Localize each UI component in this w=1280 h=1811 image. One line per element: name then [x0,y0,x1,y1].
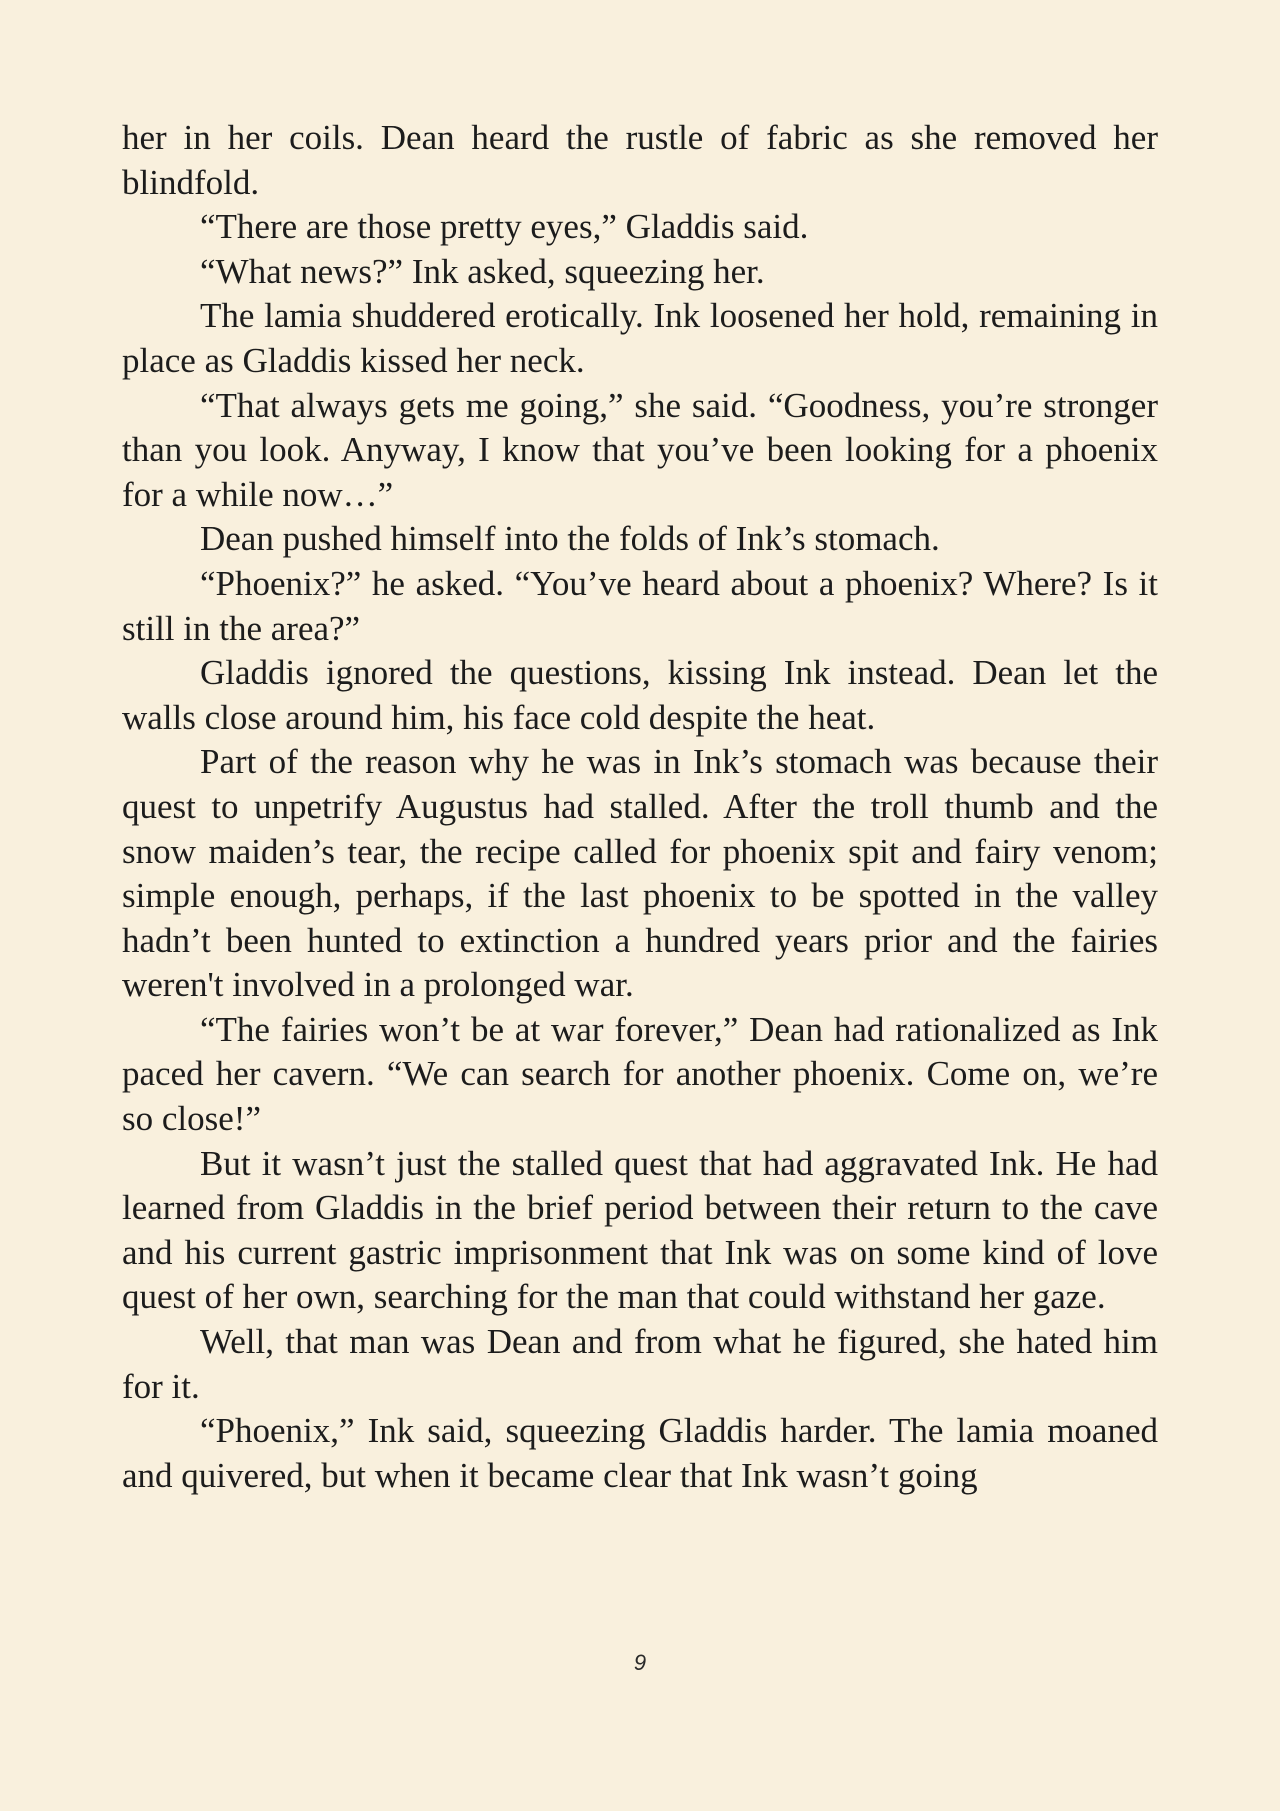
paragraph-6: Dean pushed himself into the folds of Ink’s stomach. [200,519,940,559]
paragraph-3: “What news?” Ink asked, squeezing her. [200,251,765,291]
paragraph-2: “There are those pretty eyes,” Gladdis said. [200,207,809,247]
page-body [122,116,1158,1498]
paragraph-8: Gladdis ignored the questions, kissing Ink instead. Dean let the walls close around him, his face cold despite the heat. [122,653,1158,737]
page-number: 9 [633,1650,647,1675]
paragraph-5: “That always gets me going,” she said. “Goodness, you’re stronger than you look. Anyway, I know that you’ve been looking for a phoenix for a while now…” [122,385,1158,514]
paragraph-11: But it wasn’t just the stalled quest that had aggravated Ink. He had learned from Gladdis in the brief period between their return to the cave and his current gastric imprisonment that Ink was on some kind of love quest of her own, searching for the man that could withstand her gaze. [122,1143,1158,1317]
paragraph-13: “Phoenix,” Ink said, squeezing Gladdis harder. The lamia moaned and quivered, but when it became clear that Ink wasn’t going [122,1411,1158,1495]
paragraph-10: “The fairies won’t be at war forever,” Dean had rationalized as Ink paced her cavern. “We can search for another phoenix. Come on, we’re so close!” [122,1009,1158,1139]
paragraph-12: Well, that man was Dean and from what he figured, she hated him for it. [122,1322,1158,1406]
paragraph-7: “Phoenix?” he asked. “You’ve heard about a phoenix? Where? Is it still in the area?” [122,563,1158,648]
paragraph-1: her in her coils. Dean heard the rustle of fabric as she removed her blindfold. [122,118,1158,202]
paragraph-9: Part of the reason why he was in Ink’s stomach was because their quest to unpetrify Augustus had stalled. After the troll thumb and the snow maiden’s tear, the recipe called for phoenix spit and fairy venom; simple enough, perhaps, if the last phoenix to be spotted in the valley hadn’t been hunted to extinction a hundred years prior and the fairies weren't involved in a prolonged war. [122,742,1158,1005]
paragraph-4: The lamia shuddered erotically. Ink loosened her hold, remaining in place as Gladdis kissed her neck. [122,296,1158,380]
